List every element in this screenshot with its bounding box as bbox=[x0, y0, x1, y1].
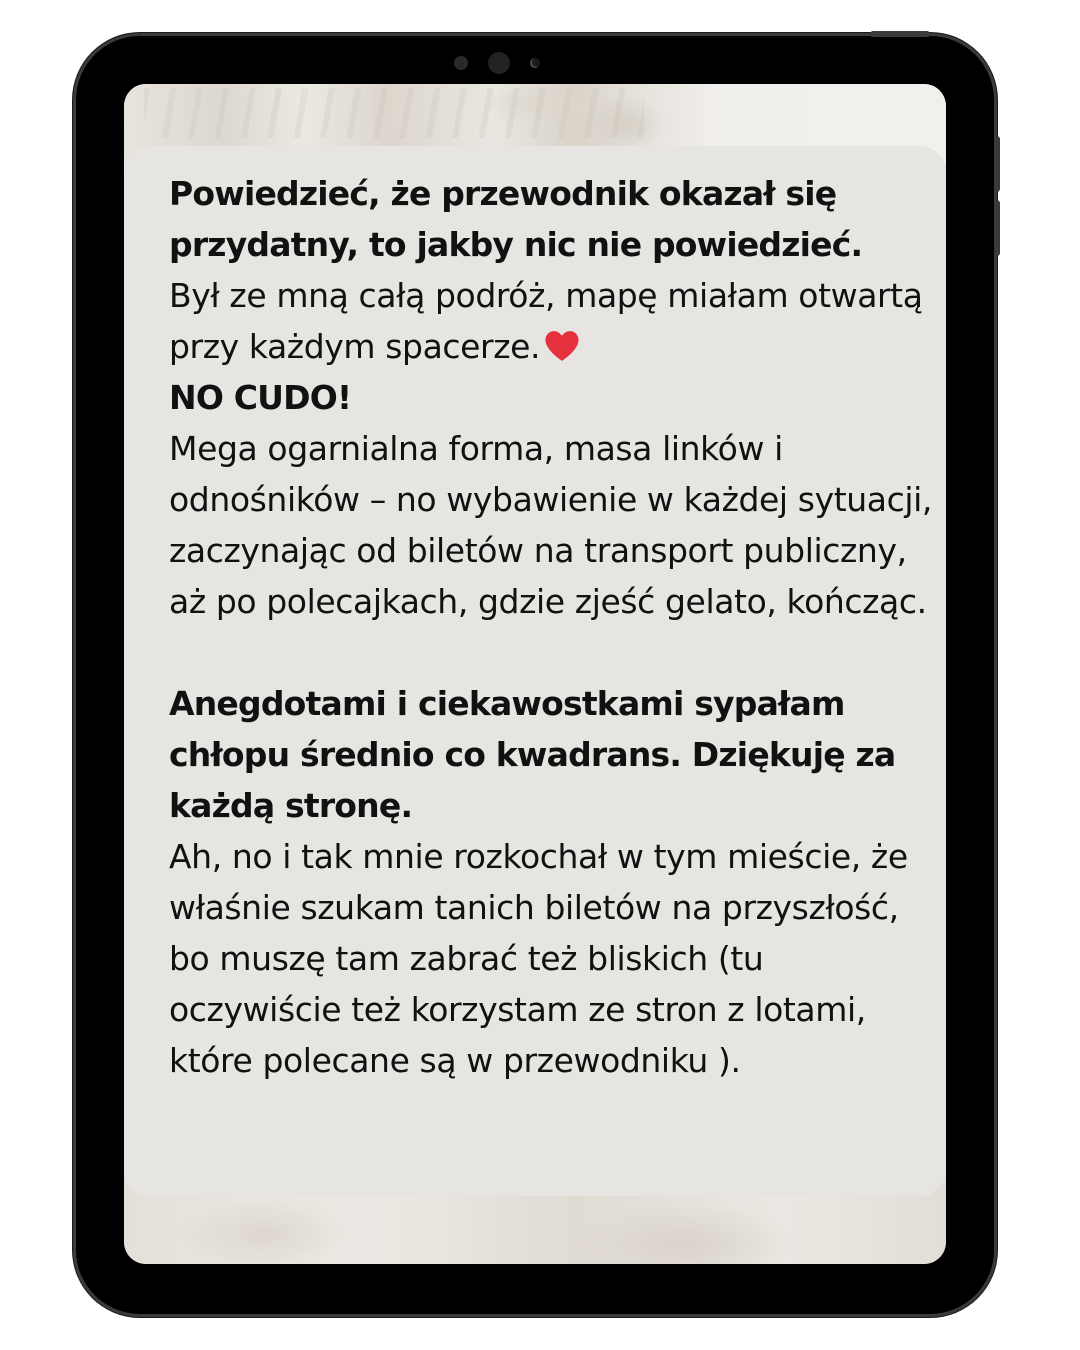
volume-down-button bbox=[994, 200, 1000, 256]
review-exclamation: NO CUDO! bbox=[169, 378, 352, 417]
heart-icon bbox=[544, 330, 580, 362]
review-card bbox=[124, 146, 946, 1196]
review-paragraph-2: Mega ogarnialna forma, masa linków i odnośników – no wybawienie w każdej sytuacji, zaczynając od biletów na transport publiczny, aż po polecajkach, gdzie zjeść gelato, kończąc. bbox=[169, 429, 932, 621]
paragraph-gap bbox=[169, 627, 939, 678]
sensor-icon bbox=[454, 56, 468, 70]
volume-up-button bbox=[994, 136, 1000, 192]
review-headline-2: Anegdotami i ciekawostkami sypałam chłopu średnio co kwadrans. Dziękuję za każdą stronę. bbox=[169, 684, 896, 825]
review-headline-1: Powiedzieć, że przewodnik okazał się przydatny, to jakby nic nie powiedzieć. bbox=[169, 174, 863, 264]
light-sensor-icon bbox=[530, 58, 540, 68]
review-text bbox=[169, 168, 939, 1086]
tablet-screen bbox=[124, 84, 946, 1264]
review-paragraph-3: Ah, no i tak mnie rozkochał w tym mieście, że właśnie szukam tanich biletów na przyszłość, bo muszę tam zabrać też bliskich (tu oczywiście też korzystam ze stron z lotami, które polecane są w przewodniku ). bbox=[169, 837, 908, 1080]
review-paragraph-1 bbox=[169, 270, 939, 372]
power-button bbox=[870, 31, 930, 37]
camera-icon bbox=[488, 52, 510, 74]
tablet-frame bbox=[76, 36, 994, 1314]
review-paragraph-1-text: Był ze mną całą podróż, mapę miałam otwartą przy każdym spacerze. bbox=[169, 276, 923, 366]
